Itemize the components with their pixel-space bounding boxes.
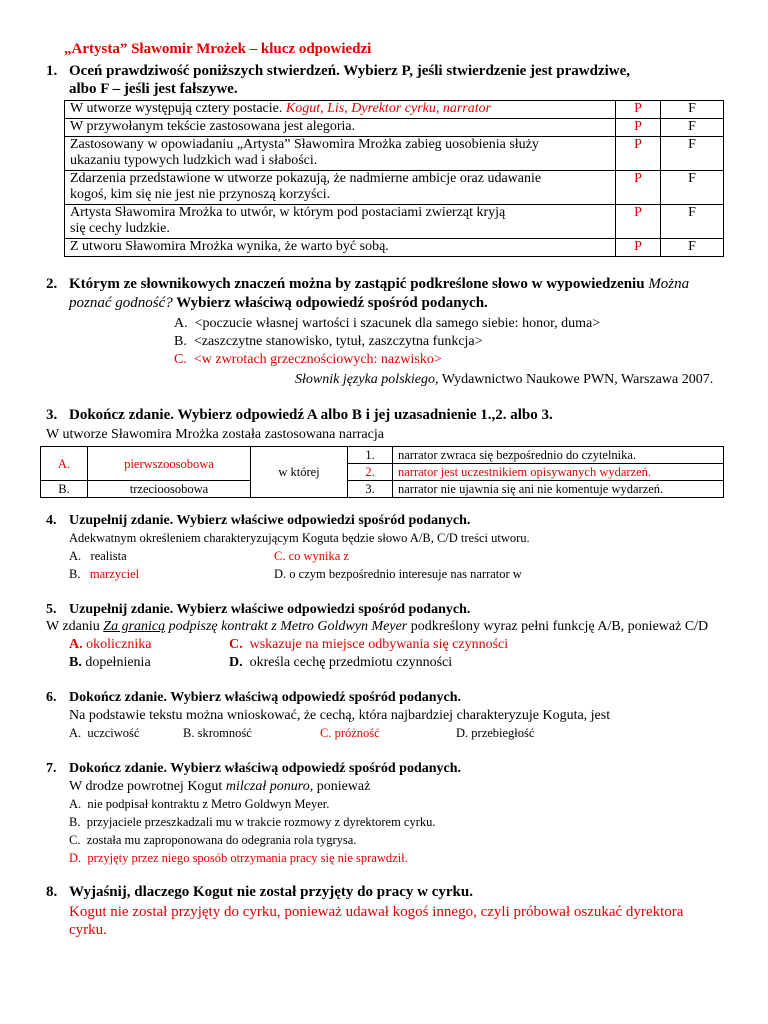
q7-option-d-answer: D. przyjęty przez niego sposób otrzymania pracy się nie sprawdził. [69,851,408,865]
q2-option-c-answer: C. <w zwrotach grzecznościowych: nazwisko> [174,352,442,367]
option-f: F [661,239,724,257]
q2-source: Słownik języka polskiego, Wydawnictwo Naukowe PWN, Warszawa 2007. [295,372,714,387]
statement-cell: Zastosowany w opowiadaniu „Artysta” Sławomira Mrożka zabieg uosobienia służy ukazaniu typowych ludzkich wad i słabości. [65,137,616,171]
q4-option-d: D. o czym bezpośrednio interesuje nas narrator w [274,567,522,581]
q1-true-false-table [64,100,724,257]
q8-answer-line1: Kogut nie został przyjęty do cyrku, ponieważ udawał kogoś innego, czyli próbował oszukać dyrektora [69,904,684,920]
q1-instruction-line1: Oceń prawdziwość poniższych stwierdzeń. Wybierz P, jeśli stwierdzenie jest prawdziwe, [69,63,631,79]
statement-cell: Artysta Sławomira Mrożka to utwór, w którym pod postaciami zwierząt kryją się cechy ludzkie. [65,205,616,239]
q8-answer-line2: cyrku. [69,922,107,938]
q3-reason-3-num: 3. [348,481,393,498]
q1-number: 1. [46,63,58,79]
q3-option-a: A. [41,447,88,481]
q3-option-a-text: pierwszoosobowa [88,447,251,481]
table-row [65,137,724,171]
answer-p: P [616,101,661,119]
table-row [65,205,724,239]
q7-instruction: Dokończ zdanie. Wybierz właściwą odpowiedź spośród podanych. [69,761,462,776]
statement-cell: Z utworu Sławomira Mrożka wynika, że warto być sobą. [65,239,616,257]
document-title: „Artysta” Sławomir Mrożek – klucz odpowiedzi [64,41,372,57]
q2-option-b: B. <zaszczytne stanowisko, tytuł, zaszczytna funkcja> [174,334,483,349]
q2-number: 2. [46,276,58,292]
statement-cell: W przywołanym tekście zastosowana jest alegoria. [65,119,616,137]
q3-reason-1: narrator zwraca się bezpośrednio do czytelnika. [393,447,724,464]
table-row [65,119,724,137]
q5-number: 5. [46,602,57,617]
q5-option-d: D. określa cechę przedmiotu czynności [229,655,453,670]
q5-option-c: C. wskazuje na miejsce odbywania się czynności [229,637,509,652]
q3-middle: w której [251,447,348,498]
q5-instruction: Uzupełnij zdanie. Wybierz właściwe odpowiedzi spośród podanych. [69,602,471,617]
q5-underlined-word: Za granicą [103,619,166,634]
q4-option-a: A. realista [69,549,127,563]
option-f: F [661,137,724,171]
table-row [65,239,724,257]
q4-lead: Adekwatnym określeniem charakteryzującym Koguta będzie słowo A/B, C/D treści utworu. [69,531,530,545]
statement-answer-note: Kogut, Lis, Dyrektor cyrku, narrator [285,101,492,116]
q8-number: 8. [46,884,58,900]
answer-p: P [616,119,661,137]
q3-option-b-text: trzecioosobowa [88,481,251,498]
option-f: F [661,205,724,239]
q6-instruction: Dokończ zdanie. Wybierz właściwą odpowiedź spośród podanych. [69,690,462,705]
answer-p: P [616,205,661,239]
q8-instruction: Wyjaśnij, dlaczego Kogut nie został przyjęty do pracy w cyrku. [69,884,473,900]
q6-option-a: A. uczciwość [69,726,140,740]
q5-option-b: B. dopełnienia [69,655,151,670]
q3-number: 3. [46,407,58,423]
table-row [65,171,724,205]
q7-lead: W drodze powrotnej Kogut milczał ponuro, ponieważ [69,779,371,794]
q5-option-a: A. okolicznika [69,637,152,652]
q7-number: 7. [46,761,57,776]
statement-cell: Zdarzenia przedstawione w utworze pokazują, że nadmierne ambicje oraz udawanie kogoś, kim się nie jest nie przynoszą korzyści. [65,171,616,205]
answer-p: P [616,239,661,257]
q2-instruction-line1: Którym ze słownikowych znaczeń można by zastąpić podkreślone słowo w wypowiedzeniu Można [69,276,690,292]
q1-instruction-line2: albo F – jeśli jest fałszywe. [69,81,238,97]
q2-instruction-line2: poznać godność? Wybierz właściwą odpowiedź spośród podanych. [69,295,488,311]
table-row [41,481,724,498]
q3-reason-1-num: 1. [348,447,393,464]
q3-reason-3: narrator nie ujawnia się ani nie komentuje wydarzeń. [393,481,724,498]
q3-lead: W utworze Sławomira Mrożka została zastosowana narracja [46,427,384,442]
q3-reason-2-num: 2. [348,464,393,481]
q6-option-b: B. skromność [183,726,252,740]
q4-option-b: B. marzyciel [69,567,140,581]
q3-reason-2-answer: narrator jest uczestnikiem opisywanych wydarzeń. [393,464,724,481]
q5-lead: W zdaniu Za granicą podpiszę kontrakt z Metro Goldwyn Meyer podkreślony wyraz pełni funkcję A/B, ponieważ C/D [46,619,709,634]
q7-option-a: A. nie podpisał kontraktu z Metro Goldwyn Meyer. [69,797,330,811]
q6-option-d: D. przebiegłość [456,726,535,740]
q6-lead: Na podstawie tekstu można wnioskować, że cechą, która najbardziej charakteryzuje Koguta, jest [69,708,611,723]
q3-instruction: Dokończ zdanie. Wybierz odpowiedź A albo B i jej uzasadnienie 1.,2. albo 3. [69,407,553,423]
answer-p: P [616,137,661,171]
option-f: F [661,119,724,137]
q4-option-b-answer: marzyciel [89,567,140,581]
answer-p: P [616,171,661,205]
q2-option-a: A. <poczucie własnej wartości i szacunek dla samego siebie: honor, duma> [174,316,601,331]
q7-option-b: B. przyjaciele przeszkadzali mu w trakcie rozmowy z dyrektorem cyrku. [69,815,436,829]
statement-cell: W utworze występują cztery postacie. Kogut, Lis, Dyrektor cyrku, narrator [65,101,616,119]
table-row [65,101,724,119]
q7-option-c: C. została mu zaproponowana do odegrania rola tygrysa. [69,833,357,847]
option-f: F [661,171,724,205]
q3-option-b: B. [41,481,88,498]
table-row [41,447,724,464]
q6-number: 6. [46,690,57,705]
q4-option-c-answer: C. co wynika z [274,549,349,563]
q6-option-c-answer: C. próżność [320,726,380,740]
q3-narration-table [40,446,724,498]
q4-number: 4. [46,513,57,528]
q4-instruction: Uzupełnij zdanie. Wybierz właściwe odpowiedzi spośród podanych. [69,513,471,528]
option-f: F [661,101,724,119]
